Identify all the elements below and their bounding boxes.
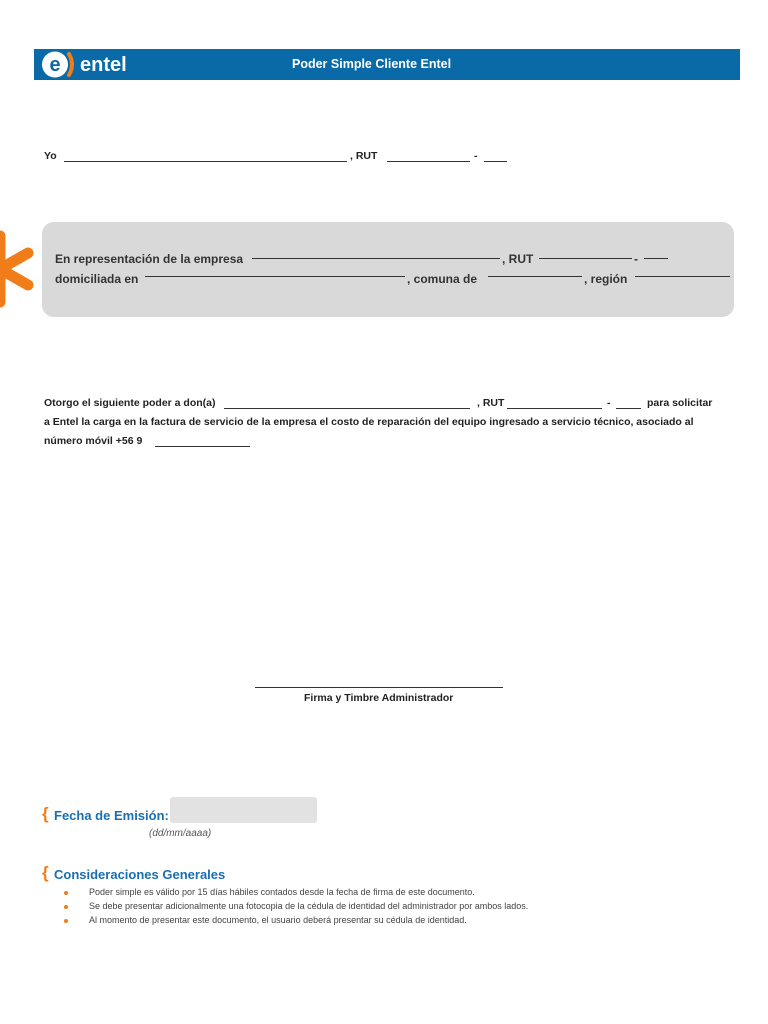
document-title: Poder Simple Cliente Entel [292,57,452,71]
poder-movil-label: número móvil +56 9 [44,435,143,447]
consideraciones-title: Consideraciones Generales [54,867,226,882]
logo-text: entel [80,54,127,76]
fecha-label: Fecha de Emisión: [54,808,169,823]
asterisk-icon [0,228,40,310]
poder-movil-field[interactable] [155,446,250,447]
signature-label: Firma y Timbre Administrador [304,692,454,704]
brace-icon: { [42,863,49,882]
company-region-label: , región [584,272,628,286]
company-rut-field[interactable] [539,258,632,259]
list-item [64,887,528,901]
fecha-input[interactable] [170,797,317,823]
yo-rut-dash: - [474,150,478,162]
list-item-text: Al momento de presentar este documento, el usuario deberá presentar su cédula de identidad. [89,915,467,925]
poder-rut-dash: - [607,397,611,409]
list-item [64,901,528,915]
yo-rut-label: , RUT [350,150,378,162]
list-item-text: Poder simple es válido por 15 días hábiles contados desde la fecha de firma de este documento. [89,887,475,897]
fecha-format-hint: (dd/mm/aaaa) [149,828,212,839]
company-comuna-label: , comuna de [407,272,478,286]
svg-text:e: e [49,54,61,76]
poder-rut-label: , RUT [477,397,505,409]
list-item-text: Se debe presentar adicionalmente una fotocopia de la cédula de identidad del administrador por ambos lados. [89,901,529,911]
company-region-field[interactable] [635,276,730,277]
poder-name-field[interactable] [224,408,470,409]
yo-rut-dv-field[interactable] [484,161,507,162]
consideraciones-list [64,887,528,929]
yo-name-field[interactable] [64,161,347,162]
yo-rut-field[interactable] [387,161,470,162]
entel-logo [40,49,150,80]
yo-label: Yo [44,150,57,162]
poder-otorgo-label: Otorgo el siguiente poder a don(a) [44,397,216,409]
company-rut-dv-field[interactable] [644,258,668,259]
bullet-icon [64,919,68,923]
bullet-icon [64,905,68,909]
brace-icon: { [42,804,49,823]
company-rut-dash: - [634,252,638,266]
company-address-field[interactable] [145,276,405,277]
signature-line[interactable] [255,687,503,688]
list-item [64,915,528,929]
company-comuna-field[interactable] [488,276,582,277]
bullet-icon [64,891,68,895]
company-rut-label: , RUT [502,252,534,266]
company-rep-label: En representación de la empresa [55,252,244,266]
company-domicilio-label: domiciliada en [55,272,139,286]
poder-para-label: para solicitar [647,397,713,409]
poder-body-line: a Entel la carga en la factura de servicio de la empresa el costo de reparación del equipo ingresado a servicio técnico, asociado al [44,416,694,428]
poder-rut-dv-field[interactable] [616,408,641,409]
poder-rut-field[interactable] [507,408,602,409]
company-name-field[interactable] [252,258,500,259]
company-box [42,222,734,317]
